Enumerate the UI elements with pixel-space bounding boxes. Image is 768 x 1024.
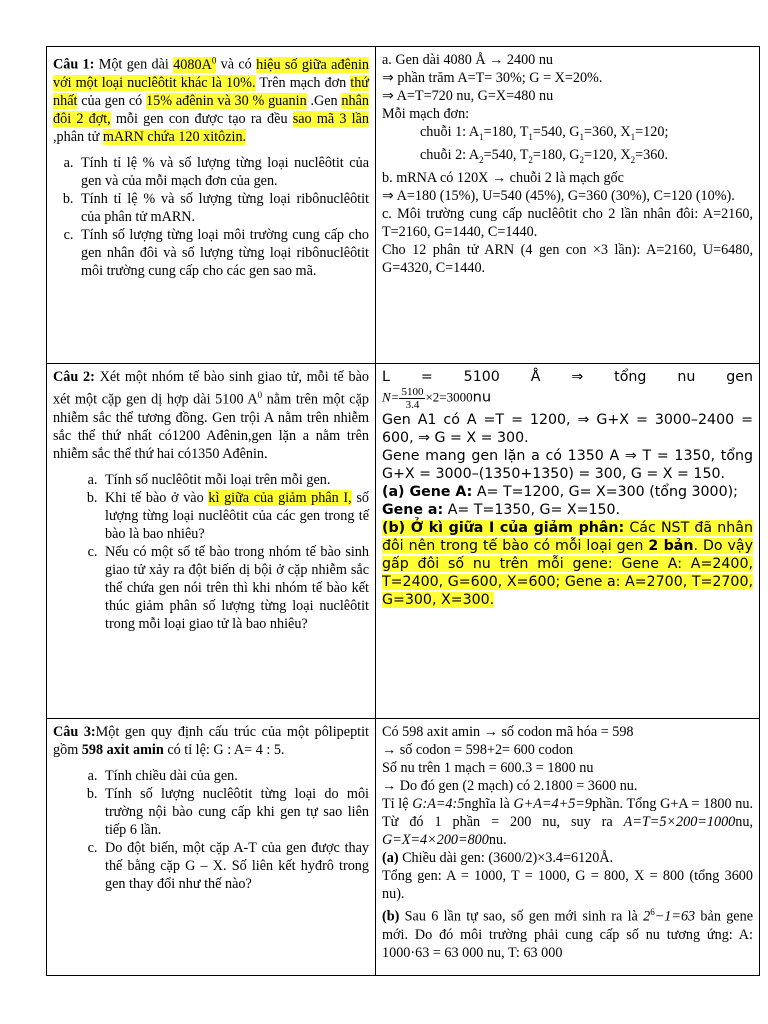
list-item: b. Tính số lượng nuclêôtit từng loại do môi trường nội bào cung cấp khi gen tự sao liên tiếp 6 lần. [101,785,369,839]
table-row [47,719,760,976]
answer-line: L = 5100 Å ⇒ tổng nu gen [382,369,753,385]
fraction: $\frac{5100}{3.4}$ [401,386,424,411]
question-3-cell [47,719,376,976]
list-item: a. Tính tỉ lệ % và số lượng từng loại nuclêôtit của gen và của mỗi mạch đơn của gen. [77,154,369,190]
question-2-text: Câu 2: Xét một nhóm tế bào sinh giao tử, mỗi tế bào xét một cặp gen dị hợp dài 5100 $A^0$ nằm trên một cặp nhiễm sắc thể tương đồng. Gen trội A nằm trên nhiễm sắc thể thứ nhất có1200 Ađênin,gen lặn a nằm trên nhiễm sắc thể thứ hai có1350 Ađênin. [53,369,369,462]
answer-line: Gene mang gen lặn a có 1350 A ⇒ T = 1350, tổng G+X = 3000–(1350+1350) = 300, G = X = 150. [382,448,753,482]
answer-line: (a) Chiều dài gen: (3600/2)×3.4=6120Å. [382,850,614,866]
qa-table [46,46,760,976]
text-run: mỗi gen con được tạo ra đều [110,110,293,127]
table-row [47,364,760,719]
text-run: ,phân tử [53,128,103,145]
answer-line: Tổng gen: A = 1000, T = 1000, G = 800, X = 800 (tổng 3600 nu). [382,868,753,902]
answer-line: → số codon = 598+2= 600 codon [382,742,574,758]
answer-line: ⇒ phần trăm A=T= 30%; G = X=20%. [382,70,603,86]
text-run: và có [216,56,257,73]
highlight: sao mã 3 lần [292,110,369,127]
question-1-items [53,154,369,280]
answer-line: Cho 12 phân tử ARN (4 gen con ×3 lần): A=2160, U=6480, G=4320, C=1440. [382,241,753,276]
question-label: Câu 1: [53,56,95,73]
question-2-cell [47,364,376,719]
answer-line: a. Gen dài 4080 Å → 2400 nu [382,52,554,68]
answer-line: Gene a: A= T=1350, G= X=150. [382,502,621,518]
question-1-text [53,51,369,146]
list-item: b. Tính tỉ lệ % và số lượng từng loại ribônuclêôtit của phân tử mARN. [77,190,369,226]
answer-line: Gen A1 có A =T = 1200, ⇒ G+X = 3000–2400 = 600, ⇒ G = X = 300. [382,412,753,446]
question-label: Câu 2: [53,369,95,385]
answer-line: ⇒ A=180 (15%), U=540 (45%), G=360 (30%), C=120 (10%). [382,187,735,204]
text-run: .Gen [306,92,342,109]
highlight: hiệu số giữa ađênin với một loại nuclêôtit khác là 10%. [53,56,369,91]
list-item: c. Tính số lượng từng loại môi trường cung cấp cho gen nhân đôi và số lượng từng loại ribônuclêôtit môi trường cung cấp cho các gen sao mã. [77,226,369,280]
list-item: c. Nếu có một số tế bào trong nhóm tế bào sinh giao tử xảy ra đột biến dị bội ở cặp nhiễm sắc thể chứa gen nói trên thì khi nhóm tế bào kết thúc giảm phân số lượng từng loại nuclêôtit trong mỗi loại giao tử là bao nhiêu? [101,543,369,633]
answer-3-cell [376,719,760,976]
answer-line: Tỉ lệ G:A=4:5nghĩa là G+A=4+5=9phần. Tổng G+A = 1800 nu. Từ đó 1 phần = 200 nu, suy ra A=T=5×200=1000nu, G=X=4×200=800nu. [382,796,753,848]
highlight: $4080A^0$ [173,55,217,73]
list-item: b. Khi tế bào ở vào kì giữa của giảm phân I, số lượng từng loại nuclêôtit của các gen trong tế bào là bao nhiêu? [101,489,369,543]
answer-line: b. mRNA có 120X → chuỗi 2 là mạch gốc [382,169,624,186]
answer-line: chuỗi 2: $A_2=540$, $T_2=180$, $G_2=120$, $X_2=360$. [420,146,669,165]
answer-1-cell [376,47,760,364]
answer-line: (b) Sau 6 lần tự sao, số gen mới sinh ra là $2^6-1=63$ bản gene mới. Do đó môi trường phải cung cấp số nu tương ứng: A: 1000·63 = 63 000 nu, T: 63 000 [382,907,753,961]
list-item: a. Tính số nuclêôtit mỗi loại trên mỗi gen. [101,471,369,489]
highlight: mARN chứa 120 xitôzin. [102,128,247,145]
answer-line: Có 598 axit amin → số codon mã hóa = 598 [382,724,634,740]
answer-line: (a) Gene A: A= T=1200, G= X=300 (tổng 3000); [382,484,738,500]
question-label: Câu 3: [53,724,96,740]
answer-highlight-block: (b) Ở kì giữa I của giảm phân: Các NST đã nhân đôi nên trong tế bào có mỗi loại gen 2 bản. Do vậy gấp đôi số nu trên mỗi gene: Gene A: A=2400, T=2400, G=600, X=600; Gene a: A=2700, T=2700, G=300, X=300. [382,520,753,608]
answer-line: ⇒ A=T=720 nu, G=X=480 nu [382,88,554,104]
question-3-items [53,767,369,893]
formula-line: N= $\frac{5100}{3.4}$ ×2=3000nu [382,386,492,411]
answer-line: c. Môi trường cung cấp nuclêôtit cho 2 lần nhân đôi: A=2160, T=2160, G=1440, C=1440. [382,205,753,240]
text-run: Trên mạch đơn [255,74,351,91]
answer-2-cell [376,364,760,719]
highlight: nhân đôi 2 đợt, [53,92,369,127]
answer-line: → Do đó gen (2 mạch) có 2.1800 = 3600 nu. [382,778,638,794]
question-2-items [53,471,369,633]
question-1-cell [47,47,376,364]
table-row [47,47,760,364]
list-item: a. Tính chiều dài của gen. [101,767,369,785]
text-run: Một gen dài [94,56,174,73]
list-item: c. Do đột biến, một cặp A-T của gen được thay thế bằng cặp G – X. Số liên kết hyđrô trong gen thay đổi như thế nào? [101,839,369,893]
highlight: thứ nhất [53,74,369,109]
question-3-text: Câu 3:Một gen quy định cấu trúc của một pôlipeptit gồm 598 axit amin có tỉ lệ: G : A= 4 : 5. [53,724,369,758]
text-run: của gen có [77,92,147,109]
answer-line: Mỗi mạch đơn: [382,106,470,122]
answer-line: chuỗi 1: $A_1=180$, $T_1=540$, $G_1=360$, $X_1=120$; [420,124,669,142]
answer-line: Số nu trên 1 mạch = 600.3 = 1800 nu [382,760,594,776]
highlight: kì giữa của giảm phân I, [208,489,352,506]
highlight: 15% ađênin và 30 % guanin [146,92,307,109]
